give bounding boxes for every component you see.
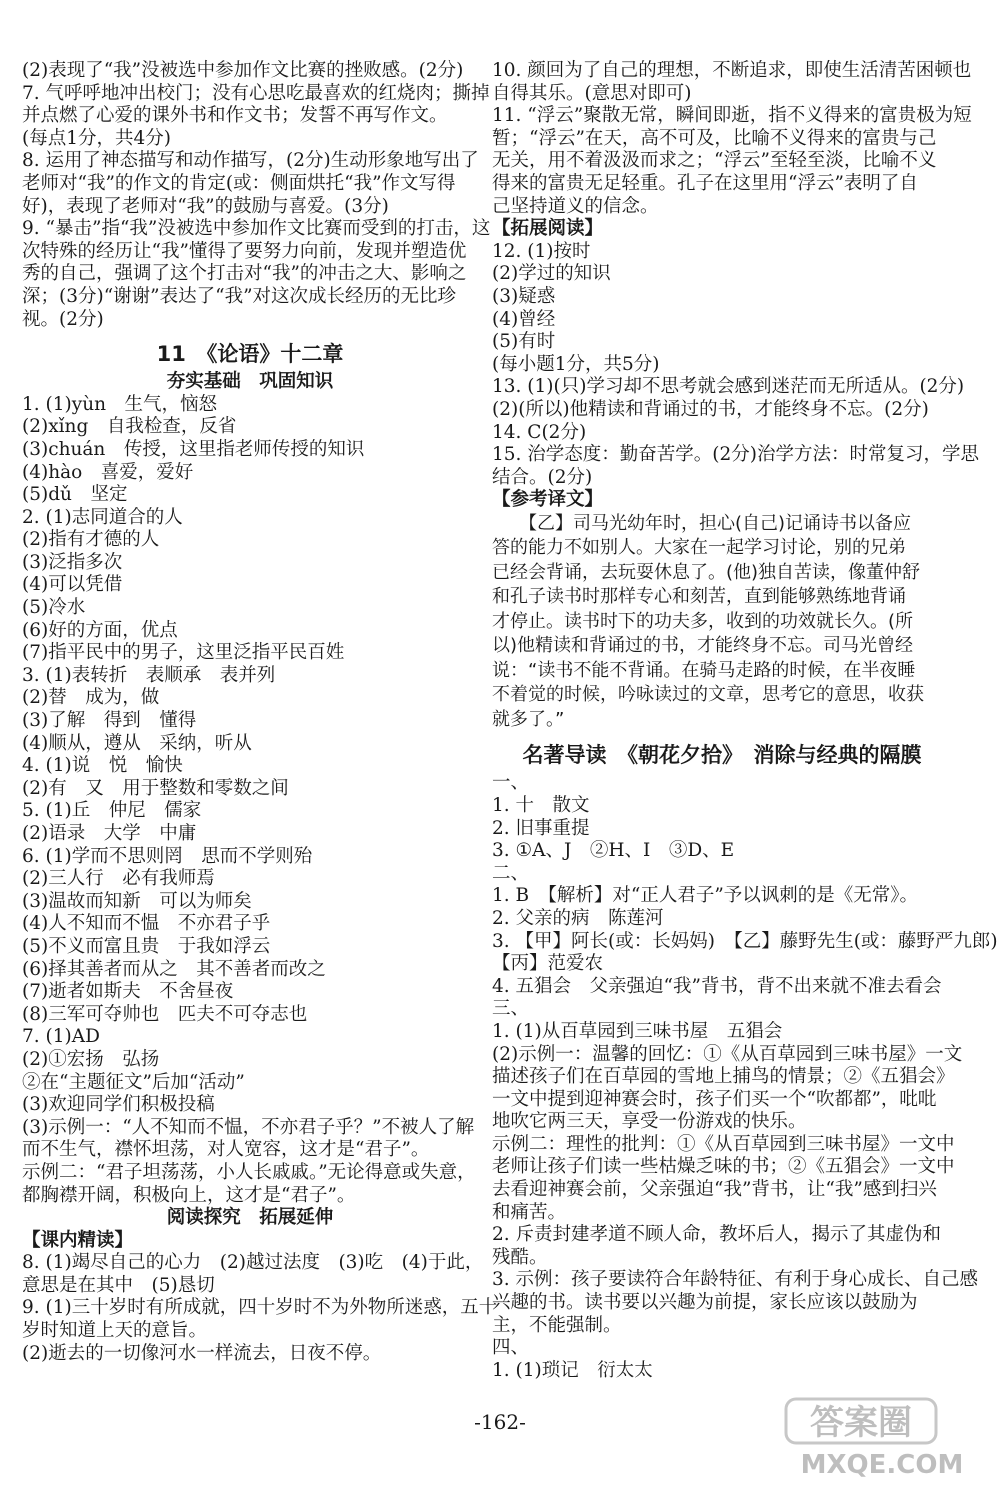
translation-line-1: 答的能力不如别人。大家在一起学习讨论，别的兄弟 bbox=[492, 537, 906, 559]
answer-line-17: (2)有 又 用于整数和零数之间 bbox=[22, 777, 289, 799]
answer-line-2: 9. (1)三十岁时有所成就，四十岁时不为外物所迷惑，五十 bbox=[22, 1297, 498, 1319]
answer-line-20: 2. 斥责封建孝道不顾人命，教坏后人，揭示了其虚伪和 bbox=[492, 1224, 942, 1246]
answer-line-9: (5)冷水 bbox=[22, 597, 86, 619]
svg-text:答案圈: 答案圈 bbox=[810, 1403, 912, 1443]
answer-line-13: (2)替 成为，做 bbox=[22, 687, 160, 709]
answer-line-10: (6)好的方面，优点 bbox=[22, 619, 178, 641]
answer-line-1: (2)xǐng 自我检查，反省 bbox=[22, 416, 237, 438]
answer-line-14: 一文中提到迎神赛会时，孩子们买一个“吹都都”，吡吡 bbox=[492, 1088, 937, 1110]
answer-line-1: 7. 气呼呼地冲出校门；没有心思吃最喜欢的红烧肉；撕掉 bbox=[22, 82, 490, 104]
answer-line-24: 主，不能强制。 bbox=[492, 1314, 622, 1336]
translation-line-5: 以)他精读和背诵过的书，才能终身不忘。司马光曾经 bbox=[492, 635, 914, 657]
answer-line-5: 得来的富贵无足轻重。孔子在这里用“浮云”表明了自 bbox=[492, 172, 918, 194]
answer-line-4: (5)有时 bbox=[492, 331, 556, 353]
answer-line-26: 1. (1)琐记 衍太太 bbox=[492, 1359, 653, 1381]
answer-line-7: (3)泛指多次 bbox=[22, 551, 123, 573]
answer-line-35: 都胸襟开阔，积极向上，这才是“君子”。 bbox=[22, 1184, 356, 1206]
answer-line-23: 兴趣的书。读书要以兴趣为前提，家长应该以鼓励为 bbox=[492, 1292, 918, 1314]
answer-line-24: (5)不义而富且贵 于我如浮云 bbox=[22, 935, 271, 957]
answer-line-7: 3. 【甲】阿长(或：长妈妈) 【乙】藤野先生(或：藤野严九郎) bbox=[492, 930, 998, 952]
answer-line-1: 自得其乐。(意思对即可) bbox=[492, 82, 692, 104]
answer-line-6: 13. (1)(只)学习却不思考就会感到迷茫而无所适从。(2分) bbox=[492, 376, 965, 398]
answer-line-1: 1. 十 散文 bbox=[492, 794, 590, 816]
watermark-logo bbox=[782, 1393, 982, 1479]
section-title: 名著导读 《朝花夕拾》 消除与经典的隔膜 bbox=[522, 743, 922, 768]
answer-line-8: (4)可以凭借 bbox=[22, 574, 123, 596]
answer-line-2: (3)chuán 传授，这里指老师传授的知识 bbox=[22, 438, 365, 460]
answer-line-0: 一、 bbox=[492, 772, 530, 794]
translation-line-2: 已经会背诵，去玩耍休息了。(他)独自苦读，像董仲舒 bbox=[492, 561, 921, 583]
answer-line-4: (5)dǔ 坚定 bbox=[22, 484, 128, 506]
answer-line-9: 秀的自己，强调了这个打击对“我”的冲击之大、影响之 bbox=[22, 263, 467, 285]
answer-line-14: (3)了解 得到 懂得 bbox=[22, 710, 197, 732]
translation-line-3: 和孔子读书时那样专心和刻苦，直到能够熟练地背诵 bbox=[492, 586, 906, 608]
answer-line-25: 四、 bbox=[492, 1337, 530, 1359]
answer-line-19: (2)语录 大学 中庸 bbox=[22, 823, 197, 844]
answer-line-18: 5. (1)丘 仲尼 儒家 bbox=[22, 800, 202, 822]
answer-line-30: ②在“主题征文”后加“活动” bbox=[22, 1071, 245, 1093]
answer-line-3: (4)hào 喜爱，爱好 bbox=[22, 461, 194, 483]
answer-line-5: 1. B 【解析】对“正人君子”予以讽刺的是《无常》。 bbox=[492, 885, 919, 907]
answer-line-18: 去看迎神赛会前，父亲强迫“我”背书，让“我”感到扫兴 bbox=[492, 1179, 937, 1201]
answer-line-0: (2)表现了“我”没被选中参加作文比赛的挫败感。(2分) bbox=[22, 60, 464, 81]
answer-line-10: 深；(3分)“谢谢”表达了“我”对这次成长经历的无比珍 bbox=[22, 285, 457, 307]
translation-line-6: 说：“读书不能不背诵。在骑马走路的时候，在半夜睡 bbox=[492, 659, 916, 681]
answer-line-12: (2)示例一：温馨的回忆：①《从百草园到三味书屋》一文 bbox=[492, 1043, 963, 1065]
answer-line-20: 6. (1)学而不思则罔 思而不学则殆 bbox=[22, 845, 313, 867]
section-label: 【拓展阅读】 bbox=[492, 218, 604, 240]
answer-line-1: (2)学过的知识 bbox=[492, 263, 611, 285]
answer-line-21: (2)三人行 必有我师焉 bbox=[22, 868, 215, 890]
answer-line-5: 老师对“我”的作文的肯定(或：侧面烘托“我”作文写得 bbox=[22, 172, 456, 194]
answer-line-16: 4. (1)说 悦 愉快 bbox=[22, 755, 183, 777]
answer-line-26: (7)逝者如斯夫 不舍昼夜 bbox=[22, 981, 234, 1003]
answer-line-6: (2)指有才德的人 bbox=[22, 529, 160, 551]
answer-line-2: 2. 旧事重提 bbox=[492, 817, 590, 839]
answer-line-22: (3)温故而知新 可以为师矣 bbox=[22, 890, 252, 912]
answer-line-27: (8)三军可夺帅也 匹夫不可夺志也 bbox=[22, 1003, 308, 1025]
answer-line-9: 4. 五猖会 父亲强迫“我”背书，背不出来就不准去看会 bbox=[492, 975, 942, 997]
answer-line-7: (2)(所以)他精读和背诵过的书，才能终身不忘。(2分) bbox=[492, 398, 929, 420]
answer-line-7: 9. “暴击”指“我”没被选中参加作文比赛而受到的打击，这 bbox=[22, 218, 491, 240]
answer-line-19: 和痛苦。 bbox=[492, 1201, 567, 1223]
answer-line-15: 地吹它两三天，享受一份游戏的快乐。 bbox=[492, 1111, 807, 1133]
answer-line-16: 示例二：理性的批判：①《从百草园到三味书屋》一文中 bbox=[492, 1133, 955, 1155]
answer-line-21: 残酷。 bbox=[492, 1246, 548, 1268]
answer-line-4: (2)逝去的一切像河水一样流去，日夜不停。 bbox=[22, 1342, 382, 1364]
answer-line-5: (每小题1分，共5分) bbox=[492, 353, 660, 375]
answer-line-2: 并点燃了心爱的课外书和作文书；发誓不再写作文。 bbox=[22, 105, 448, 127]
section-title: 11 《论语》十二章 bbox=[156, 342, 344, 367]
answer-line-0: 10. 颜回为了自己的理想，不断追求，即使生活清苦困顿也 bbox=[492, 60, 972, 81]
section-label: 【课内精读】 bbox=[22, 1229, 134, 1251]
answer-line-6: 2. 父亲的病 陈莲河 bbox=[492, 907, 664, 929]
answer-line-4: 无关，用不着汲汲而求之；“浮云”至轻至淡，比喻不义 bbox=[492, 150, 937, 172]
answer-line-22: 3. 示例：孩子要读符合年龄特征、有利于身心成长、自己感 bbox=[492, 1269, 979, 1291]
translation-line-0: 【乙】司马光幼年时，担心(自己)记诵诗书以备应 bbox=[492, 512, 912, 534]
answer-line-0: 8. (1)竭尽自己的心力 (2)越过法度 (3)吃 (4)于此， bbox=[22, 1252, 484, 1274]
answer-line-11: 视。(2分) bbox=[22, 308, 104, 330]
answer-line-8: 14. C(2分) bbox=[492, 421, 587, 443]
answer-line-5: 2. (1)志同道合的人 bbox=[22, 506, 183, 528]
answer-line-4: 8. 运用了神态描写和动作描写，(2分)生动形象地写出了 bbox=[22, 150, 479, 172]
answer-line-4: 二、 bbox=[492, 862, 530, 884]
answer-line-3: 暂；“浮云”在天，高不可及，比喻不义得来的富贵与己 bbox=[492, 127, 937, 149]
answer-line-17: 老师让孩子们读一些枯燥乏味的书；②《五猖会》一文中 bbox=[492, 1156, 955, 1178]
answer-line-3: (4)曾经 bbox=[492, 308, 556, 330]
answer-line-0: 1. (1)yùn 生气，恼怒 bbox=[22, 393, 218, 415]
answer-line-0: 12. (1)按时 bbox=[492, 240, 591, 262]
answer-line-15: (4)顺从，遵从 采纳，听从 bbox=[22, 732, 252, 754]
answer-line-9: 15. 治学态度：勤奋苦学。(2分)治学方法：时常复习，学思 bbox=[492, 444, 980, 466]
answer-line-32: (3)示例一：“人不知而不愠，不亦君子乎？”不被人了解 bbox=[22, 1116, 475, 1138]
answer-line-3: 3. ①A、J ②H、I ③D、E bbox=[492, 840, 735, 862]
answer-line-28: 7. (1)AD bbox=[22, 1026, 100, 1048]
answer-line-2: 11. “浮云”聚散无常，瞬间即逝，指不义得来的富贵极为短 bbox=[492, 105, 972, 127]
translation-line-8: 就多了。” bbox=[492, 708, 565, 730]
answer-line-8: 次特殊的经历让“我”懂得了要努力向前，发现并塑造优 bbox=[22, 240, 467, 262]
section-subtitle: 夯实基础 巩固知识 bbox=[166, 371, 334, 393]
translation-line-4: 才停止。读书时下的功夫多，收到的功效就长久。(所 bbox=[492, 610, 914, 632]
answer-line-10: 结合。(2分) bbox=[492, 466, 593, 488]
page-number: -162- bbox=[474, 1410, 526, 1434]
answer-line-33: 而不生气，襟怀坦荡，对人宽容，这才是“君子”。 bbox=[22, 1139, 430, 1161]
section-subtitle: 阅读探究 拓展延伸 bbox=[166, 1207, 334, 1229]
answer-line-31: (3)欢迎同学们积极投稿 bbox=[22, 1094, 215, 1116]
answer-line-13: 描述孩子们在百草园的雪地上捕鸟的情景；②《五猖会》 bbox=[492, 1066, 955, 1088]
left-column bbox=[22, 60, 498, 1365]
answer-line-2: (3)疑惑 bbox=[492, 285, 556, 307]
answer-line-25: (6)择其善者而从之 其不善者而改之 bbox=[22, 958, 326, 980]
answer-line-23: (4)人不知而不愠 不亦君子乎 bbox=[22, 913, 271, 935]
answer-line-10: 三、 bbox=[492, 998, 530, 1020]
svg-text:MXQE.COM: MXQE.COM bbox=[800, 1450, 964, 1479]
answer-line-34: 示例二：“君子坦荡荡，小人长戚戚。”无论得意或失意， bbox=[22, 1161, 476, 1183]
answer-line-3: 岁时知道上天的意旨。 bbox=[22, 1320, 208, 1342]
answer-line-3: (每点1分，共4分) bbox=[22, 127, 171, 149]
answer-line-29: (2)①宏扬 弘扬 bbox=[22, 1048, 160, 1070]
answer-line-8: 【丙】范爱农 bbox=[492, 953, 604, 975]
answer-line-6: 好)，表现了老师对“我”的鼓励与喜爱。(3分) bbox=[22, 195, 389, 217]
answer-line-6: 己坚持道义的信念。 bbox=[492, 195, 659, 217]
answer-line-11: 1. (1)从百草园到三味书屋 五猖会 bbox=[492, 1020, 783, 1042]
translation-line-7: 不着觉的时候，吟咏读过的文章，思考它的意思，收获 bbox=[492, 684, 924, 706]
answer-line-11: (7)指平民中的男子，这里泛指平民百姓 bbox=[22, 642, 345, 664]
answer-line-12: 3. (1)表转折 表顺承 表并列 bbox=[22, 664, 276, 686]
answer-line-1: 意思是在其中 (5)恳切 bbox=[22, 1274, 215, 1296]
right-column bbox=[492, 60, 998, 1382]
section-label: 【参考译文】 bbox=[492, 489, 604, 511]
